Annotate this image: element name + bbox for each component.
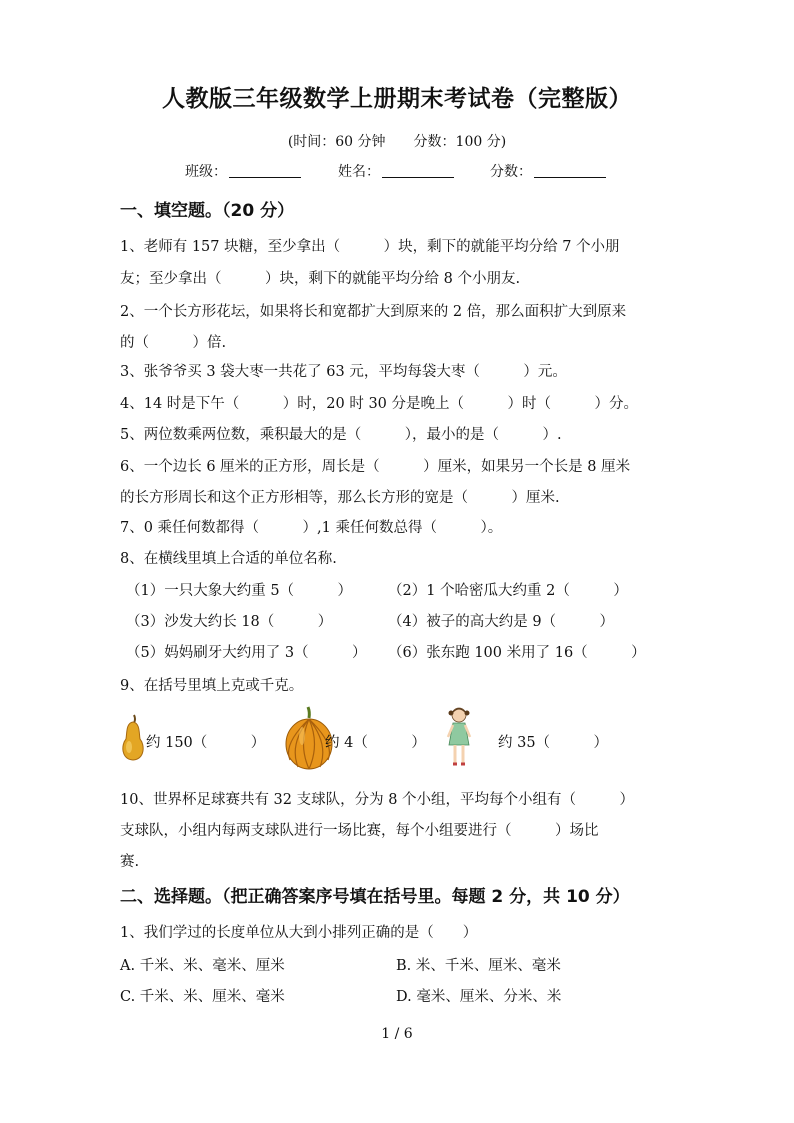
unit-item-1: （1）一只大象大约重 5（ ） bbox=[126, 583, 353, 599]
page-title: 人教版三年级数学上册期末考试卷（完整版） bbox=[162, 86, 632, 112]
q7-line: 7、0 乘任何数都得（ ）,1 乘任何数总得（ ）。 bbox=[120, 520, 503, 536]
q10-line-2: 支球队，小组内每两支球队进行一场比赛，每个小组要进行（ ）场比 bbox=[120, 823, 599, 839]
name-blank[interactable] bbox=[382, 163, 454, 178]
pear-icon bbox=[118, 713, 148, 763]
q6-line-1: 6、一个边长 6 厘米的正方形，周长是（ ）厘米，如果另一个长是 8 厘米 bbox=[120, 459, 631, 475]
option-c: C. 千米、米、厘米、毫米 bbox=[120, 989, 285, 1005]
girl-icon bbox=[444, 705, 474, 769]
q1-line-2: 友；至少拿出（ ）块，剩下的就能平均分给 8 个小朋友. bbox=[120, 271, 521, 287]
score-label: 分数： bbox=[490, 164, 532, 180]
q4-line: 4、14 时是下午（ ）时，20 时 30 分是晚上（ ）时（ ）分。 bbox=[120, 396, 639, 412]
score-field[interactable] bbox=[490, 161, 606, 181]
option-b: B. 米、千米、厘米、毫米 bbox=[396, 958, 561, 974]
q1-line-1: 1、老师有 157 块糖，至少拿出（ ）块，剩下的就能平均分给 7 个小朋 bbox=[120, 239, 620, 255]
unit-item-2: （2）1 个哈密瓜大约重 2（ ） bbox=[388, 583, 628, 599]
name-label: 姓名： bbox=[338, 164, 380, 180]
class-field[interactable] bbox=[185, 161, 301, 181]
q6-line-2: 的长方形周长和这个正方形相等，那么长方形的宽是（ ）厘米. bbox=[120, 490, 560, 506]
unit-item-6: （6）张东跑 100 米用了 16（ ） bbox=[388, 645, 646, 661]
section1-heading: 一、填空题。（20 分） bbox=[120, 201, 295, 221]
name-field[interactable] bbox=[338, 161, 454, 181]
unit-item-3: （3）沙发大约长 18（ ） bbox=[126, 614, 333, 630]
score-blank[interactable] bbox=[534, 163, 606, 178]
section2-heading: 二、选择题。（把正确答案序号填在括号里。每题 2 分，共 10 分） bbox=[120, 887, 630, 907]
pumpkin-answer: 约 4（ ） bbox=[325, 735, 426, 751]
q2-line-1: 2、一个长方形花坛，如果将长和宽都扩大到原来的 2 倍，那么面积扩大到原来 bbox=[120, 304, 627, 320]
unit-item-4: （4）被子的高大约是 9（ ） bbox=[388, 614, 615, 630]
unit-item-5: （5）妈妈刷牙大约用了 3（ ） bbox=[126, 645, 367, 661]
class-blank[interactable] bbox=[229, 163, 301, 178]
q9-line: 9、在括号里填上克或千克。 bbox=[120, 678, 304, 694]
option-a: A. 千米、米、毫米、厘米 bbox=[120, 958, 285, 974]
exam-subtitle: (时间：60 分钟 分数：100 分) bbox=[287, 134, 507, 150]
q2-line-2: 的（ ）倍. bbox=[120, 335, 227, 351]
s2-q1-line: 1、我们学过的长度单位从大到小排列正确的是（ ） bbox=[120, 925, 478, 941]
q10-line-1: 10、世界杯足球赛共有 32 支球队，分为 8 个小组，平均每个小组有（ ） bbox=[120, 792, 635, 808]
q5-line: 5、两位数乘两位数，乘积最大的是（ ），最小的是（ ）. bbox=[120, 427, 562, 443]
q3-line: 3、张爷爷买 3 袋大枣一共花了 63 元，平均每袋大枣（ ）元。 bbox=[120, 364, 567, 380]
girl-answer: 约 35（ ） bbox=[498, 735, 609, 751]
q8-line: 8、在横线里填上合适的单位名称. bbox=[120, 551, 337, 567]
option-d: D. 毫米、厘米、分米、米 bbox=[396, 989, 562, 1005]
q10-line-3: 赛. bbox=[120, 854, 140, 870]
pear-answer: 约 150（ ） bbox=[146, 735, 266, 751]
page-number: 1 / 6 bbox=[381, 1026, 413, 1042]
class-label: 班级： bbox=[185, 164, 227, 180]
